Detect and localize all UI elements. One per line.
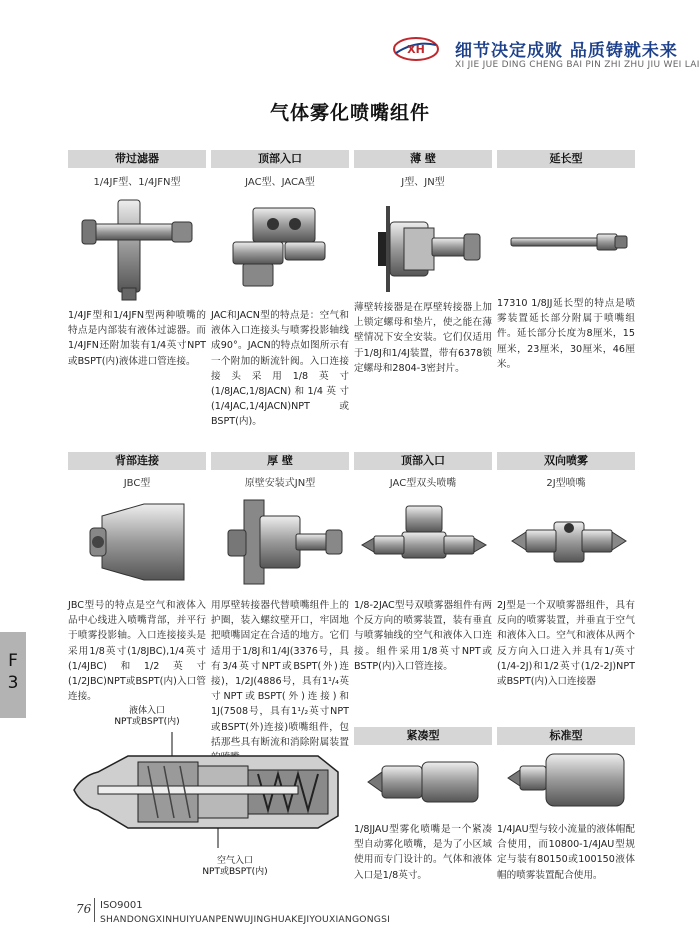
category-subtitle: JAC型双头喷嘴: [389, 478, 457, 489]
category-subtitle: JAC型、JACA型: [245, 177, 315, 188]
back-connection-nozzle-image: [84, 494, 196, 590]
category-header-top-inlet-dual: 顶部入口: [354, 452, 492, 470]
filter-nozzle-image: [78, 192, 198, 304]
category-subtitle: J型、JN型: [401, 177, 445, 188]
section-tab-letter: F: [8, 651, 18, 671]
header-slogan: 细节决定成败 品质铸就未来: [455, 41, 678, 61]
thick-wall-nozzle-image: [222, 494, 347, 590]
product-description: JAC和JACN型的特点是：空气和液体入口连接头与喷雾投影轴线成90°。JACN的特点如图所示有一个附加的断流针阀。入口连接接头采用1/8英寸(1/8JAC,1/8JACN)和1/4英寸(1/4JAC,1/4JACN)NPT或BSPT(内)。: [211, 310, 349, 428]
product-description: 薄壁转接器是在厚壁转接器上加上锁定螺母和垫片，使之能在薄壁情况下安全安装。它们仅适用于1/8J和1/4J装置，带有6378锁定螺母和2804-3密封片。: [354, 302, 492, 374]
product-description: 17310 1/8JJ延长型的特点是喷雾装置延长部分附属于喷嘴组件。延长部分长度为8厘米，15厘米，23厘米，30厘米，46厘米。: [497, 298, 635, 370]
footer-iso: ISO9001: [100, 900, 143, 911]
category-subtitle: 2J型喷嘴: [546, 478, 586, 489]
category-header-standard: 标准型: [497, 727, 635, 745]
category-header-top-inlet: 顶部入口: [211, 150, 349, 168]
dual-head-nozzle-image: [358, 496, 488, 582]
extension-nozzle-image: [507, 228, 632, 258]
category-header-extension: 延长型: [497, 150, 635, 168]
standard-nozzle-image: [504, 748, 632, 812]
product-description: 1/8-2JAC型号双喷雾器组件有两个反方向的喷雾装置，装有垂直与喷雾轴线的空气和液体入口连接。组件采用1/8英寸NPT或BSTP(内)入口管连接。: [354, 600, 492, 672]
header-slogan-pinyin: XI JIE JUE DING CHENG BAI PIN ZHI ZHU JIU WEI LAI: [455, 60, 700, 70]
logo-text: XH: [407, 43, 425, 56]
category-header-bidirectional: 双向喷雾: [497, 452, 635, 470]
section-tab: [0, 632, 26, 718]
page-number: 76: [76, 902, 92, 916]
bidirectional-nozzle-image: [504, 502, 634, 582]
product-description: 用厚壁转接器代替喷嘴组件上的护圈，装入螺纹壁开口，牢固地把喷嘴固定在合适的地方。它们适用于1/8J和1/4J(3376号，具有3/4英寸NPT或BSPT(外)连接)，1/2J(4886号，具有1¹/₄英寸NPT或BSPT(外)连接)和1J(7508号，具有1¹/₂英寸NPT或BSPT(外)连接)喷嘴组件，包括那些具有断流和消除附属装置: [211, 600, 349, 748]
thin-wall-nozzle-image: [364, 192, 489, 302]
product-description: 2J型是一个双喷雾器组件，具有反向的喷雾装置，并垂直于空气和液体入口。空气和液体从两个反方向入口进入并具有1/英寸(1/4-2J)和1/2英寸(1/2-2J)NPT或BSPT(内)入口连接器: [497, 600, 635, 688]
footer-company-name: SHANDONGXINHUIYUANPENWUJINGHUAKEJIYOUXIANGONGSI: [100, 914, 391, 925]
product-description: 1/8JJAU型雾化喷嘴是一个紧凑型自动雾化喷嘴，是为了小区域使用而专门设计的。气体和液体入口是1/8英寸。: [354, 824, 492, 881]
product-description: 1/4JF型和1/4JFN型两种喷嘴的特点是内部装有液体过滤器。而1/4JFN还附加装有1/4英寸NPT或BSPT(内)液体进口管连接。: [68, 310, 206, 367]
category-subtitle: JBC型: [123, 478, 151, 489]
category-subtitle: 原壁安装式JN型: [244, 478, 316, 489]
category-header-thin-wall: 薄 壁: [354, 150, 492, 168]
compact-nozzle-image: [362, 752, 487, 812]
category-header-back-connection: 背部连接: [68, 452, 206, 470]
nozzle-cross-section-diagram: [68, 732, 346, 850]
section-tab-number: 3: [7, 673, 19, 693]
page-title: 气体雾化喷嘴组件: [269, 102, 430, 124]
diagram-label-air-inlet: 空气入口 NPT或BSPT(内): [202, 856, 268, 877]
company-logo: [392, 34, 440, 64]
category-header-thick-wall: 厚 壁: [211, 452, 349, 470]
footer-divider: [94, 898, 95, 922]
product-description: 1/4JAU型与较小流量的液体帽配合使用，而10800-1/4JAU型规定与装有80150或100150液体帽的喷雾装置配合使用。: [497, 824, 635, 881]
category-header-compact: 紧凑型: [354, 727, 492, 745]
top-inlet-nozzle-image: [225, 194, 340, 294]
product-description: JBC型号的特点是空气和液体入品中心线进入喷嘴背部，并平行于喷雾投影轴。入口连接接头是采用1/8英寸(1/8JBC),1/4英寸(1/4JBC)和1/2英寸(1/2JBC)NPT或BSPT(内)入口管连接。: [68, 600, 206, 703]
diagram-label-liquid-inlet: 液体入口 NPT或BSPT(内): [114, 706, 180, 727]
category-subtitle: 1/4JF型、1/4JFN型: [93, 177, 181, 188]
category-header-filter: 带过滤器: [68, 150, 206, 168]
